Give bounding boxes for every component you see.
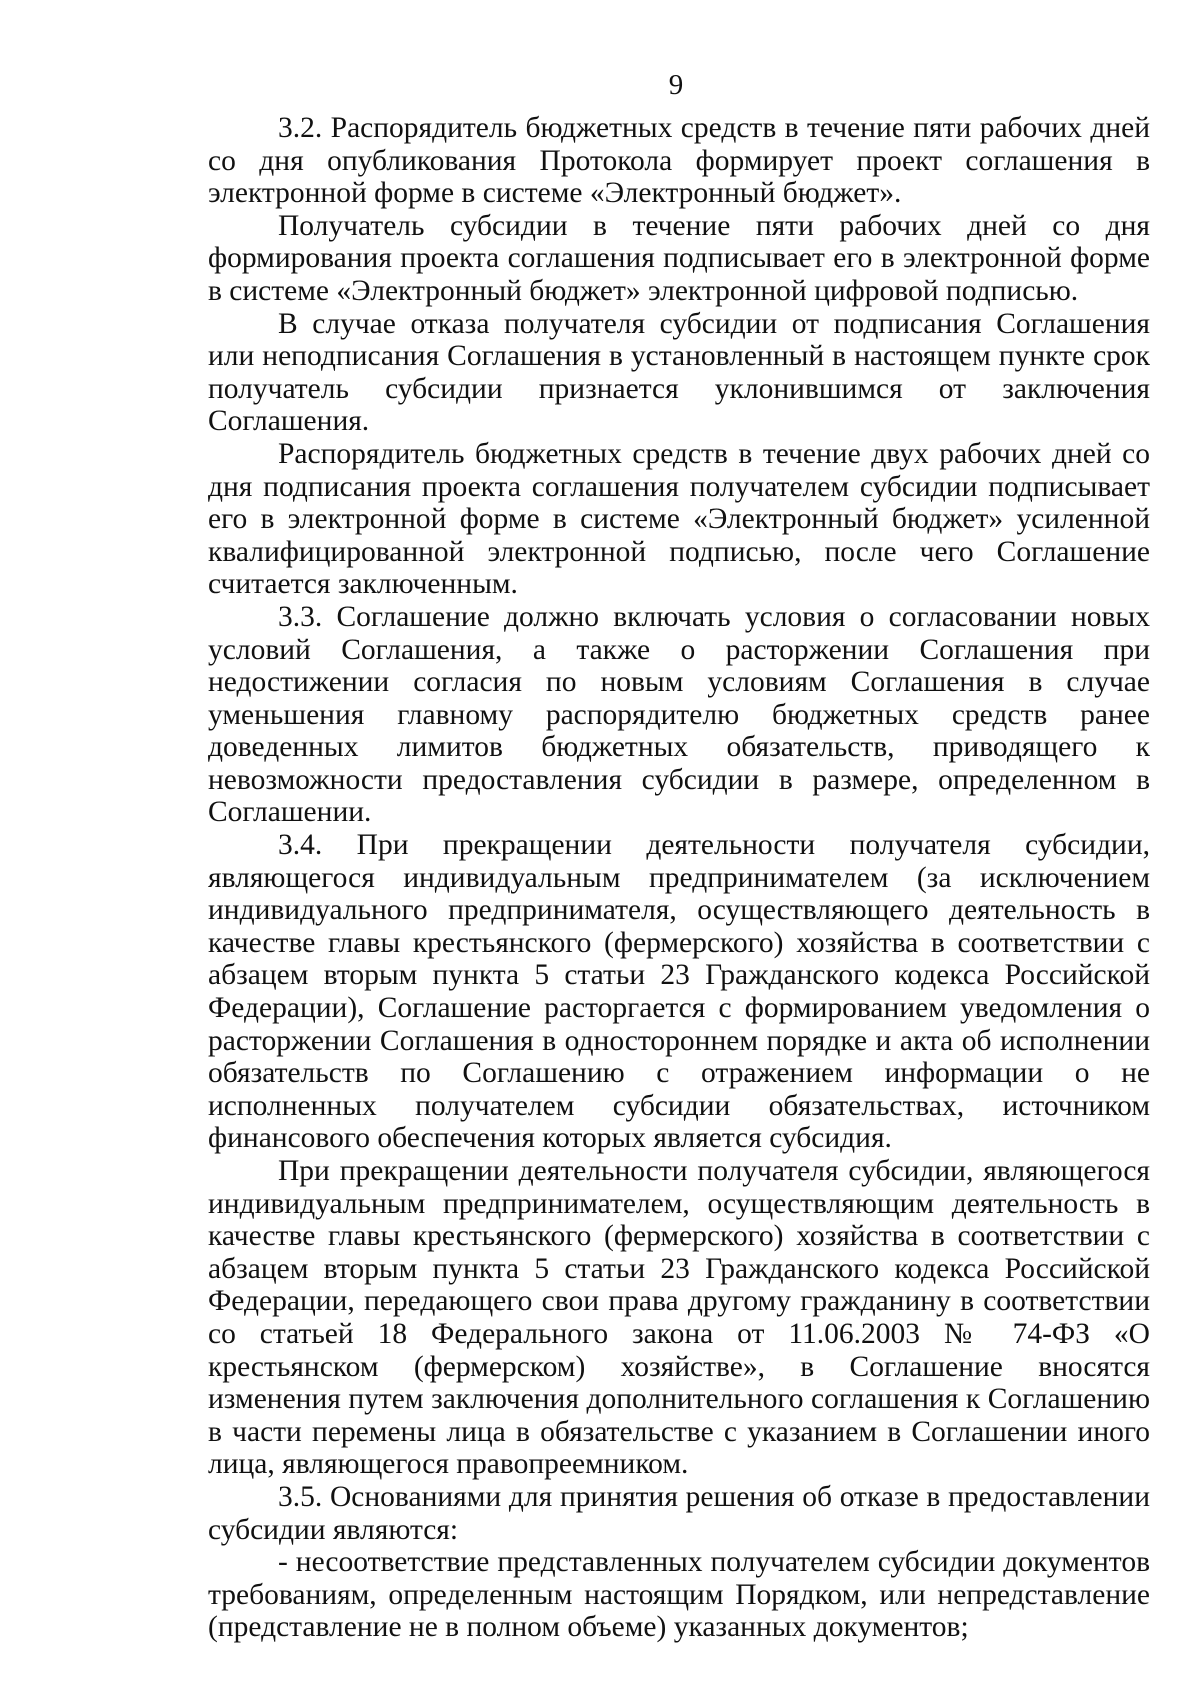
paragraph-3-5: 3.5. Основаниями для принятия решения об отказе в предоставлении субсидии являются: <box>208 1480 1150 1546</box>
paragraph-recipient-signing: Получатель субсидии в течение пяти рабочих дней со дня формирования проекта соглашения подписывает его в электронной форме в системе «Электронный бюджет» электронной цифровой подписью. <box>208 209 1150 307</box>
paragraph-refusal: В случае отказа получателя субсидии от подписания Соглашения или неподписания Соглашения в установленный в настоящем пункте срок получатель субсидии признается уклонившимся от заключения Соглашения. <box>208 307 1150 438</box>
paragraph-3-4: 3.4. При прекращении деятельности получателя субсидии, являющегося индивидуальным предпринимателем (за исключением индивидуального предпринимателя, осуществляющего деятельность в качестве главы крестьянского (фермерского) хозяйства в соответствии с абзацем вторым пункта 5 статьи 23 Гражданского кодекса Российской Федерации), Соглашение расторгается с формированием уведомления о расторжении Соглашения в одностороннем порядке и акта об исполнении обязательств по Соглашению с отражением информации о не исполненных получателем субсидии обязательствах, источником финансового обеспечения которых является субсидия. <box>208 829 1150 1155</box>
document-body <box>208 112 1150 1644</box>
paragraph-succession: При прекращении деятельности получателя субсидии, являющегося индивидуальным предпринимателем, осуществляющим деятельность в качестве главы крестьянского (фермерского) хозяйства в соответствии с абзацем вторым пункта 5 статьи 23 Гражданского кодекса Российской Федерации, передающего свои права другому гражданину в соответствии со статьей 18 Федерального закона от 11.06.2003 № 74-ФЗ «О крестьянском (фермерском) хозяйстве», в Соглашение вносятся изменения путем заключения дополнительного соглашения к Соглашению в части перемены лица в обязательстве с указанием в Соглашении иного лица, являющегося правопреемником. <box>208 1155 1150 1481</box>
paragraph-distributor-signing: Распорядитель бюджетных средств в течение двух рабочих дней со дня подписания проекта соглашения получателем субсидии подписывает его в электронной форме в системе «Электронный бюджет» усиленной квалифицированной электронной подписью, после чего Соглашение считается заключенным. <box>208 437 1150 601</box>
paragraph-3-3: 3.3. Соглашение должно включать условия о согласовании новых условий Соглашения, а также о расторжении Соглашения при недостижении согласия по новым условиям Соглашения в случае уменьшения главному распорядителю бюджетных средств ранее доведенных лимитов бюджетных обязательств, приводящего к невозможности предоставления субсидии в размере, определенном в Соглашении. <box>208 600 1150 829</box>
page-number: 9 <box>668 69 684 101</box>
paragraph-3-2: 3.2. Распорядитель бюджетных средств в течение пяти рабочих дней со дня опубликования Протокола формирует проект соглашения в электронной форме в системе «Электронный бюджет». <box>208 112 1150 210</box>
list-item-nonconformity: - несоответствие представленных получателем субсидии документов требованиям, определенным настоящим Порядком, или непредставление (представление не в полном объеме) указанных документов; <box>208 1546 1150 1644</box>
